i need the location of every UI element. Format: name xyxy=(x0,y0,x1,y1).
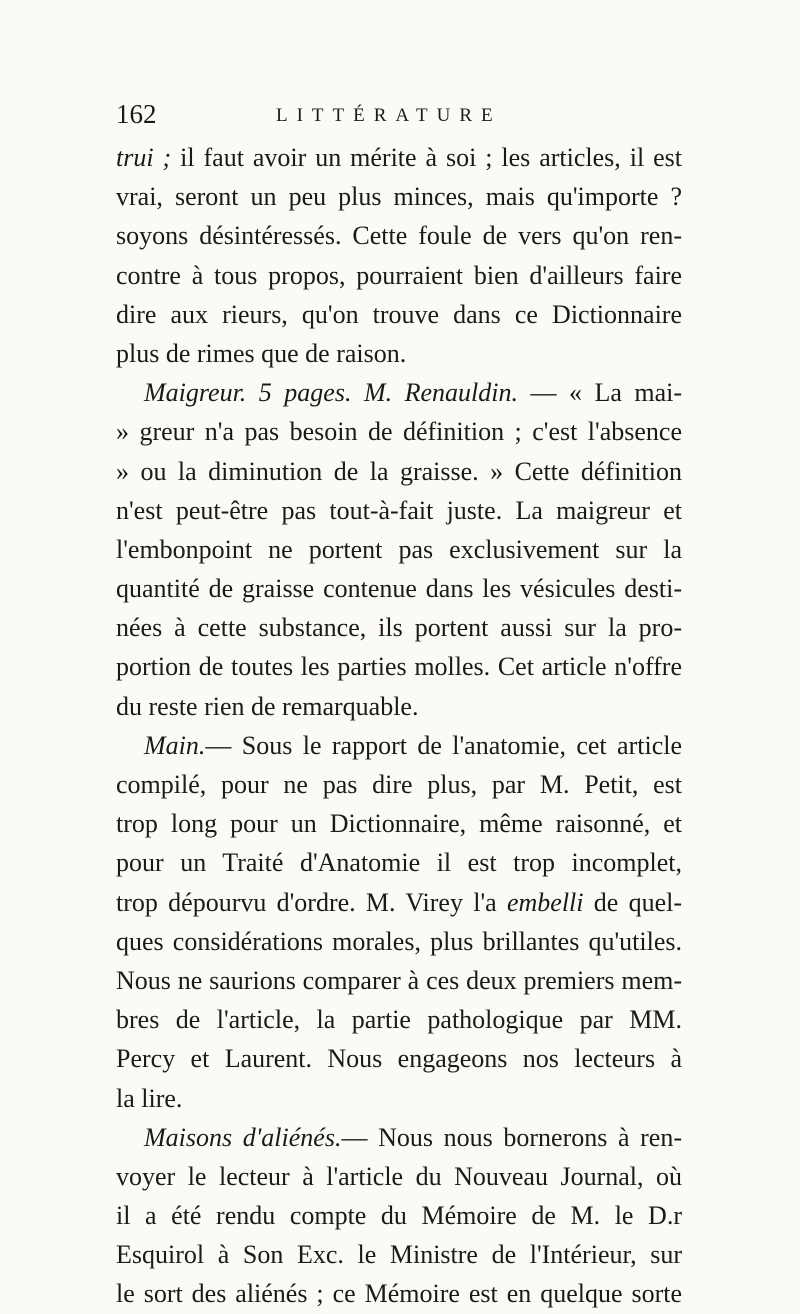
text-line xyxy=(116,883,682,922)
text-run: la lire. xyxy=(116,1083,183,1113)
text-line xyxy=(116,256,682,295)
text-run: — Sous le rapport de l'anatomie, cet article xyxy=(205,730,682,760)
text-line xyxy=(116,491,682,530)
text-run: trop long pour un Dictionnaire, même raisonné, et xyxy=(116,809,682,839)
text-line xyxy=(116,726,682,765)
italic-text: trui ; xyxy=(116,143,172,172)
text-run: n'est peut-être pas tout-à-fait juste. La maigreur et xyxy=(116,495,682,525)
text-run: — « La mai- xyxy=(517,378,682,408)
text-line xyxy=(116,295,682,334)
running-title: LITTÉRATURE xyxy=(276,105,502,126)
text-run: dire aux rieurs, qu'on trouve dans ce Dictionnaire xyxy=(116,299,682,329)
page-number: 162 xyxy=(116,99,157,129)
text-line xyxy=(116,1196,682,1235)
text-line xyxy=(116,961,682,1000)
text-line xyxy=(116,177,682,216)
italic-text: Main. xyxy=(144,730,206,760)
text-run: compilé, pour ne pas dire plus, par M. Petit, est xyxy=(116,770,682,799)
text-run: portion de toutes les parties molles. Cet article n'offre xyxy=(116,652,682,682)
text-run: vrai, seront un peu plus minces, mais qu'importe ? xyxy=(116,182,682,212)
text-line xyxy=(116,1079,682,1118)
text-line xyxy=(116,1235,682,1274)
text-run: Nous ne saurions comparer à ces deux premiers mem- xyxy=(116,965,682,995)
text-run: bres de l'article, la partie pathologique par MM. xyxy=(116,1005,682,1035)
text-line xyxy=(116,1157,682,1196)
text-run: ques considérations morales, plus brillantes qu'utiles. xyxy=(116,926,682,956)
text-line xyxy=(116,1118,682,1157)
text-line xyxy=(116,138,682,177)
text-line xyxy=(116,412,682,451)
text-run: soyons désintéressés. Cette foule de vers qu'on ren- xyxy=(116,221,682,251)
text-line xyxy=(116,373,682,412)
text-run: de quel- xyxy=(583,887,682,917)
text-run: le sort des aliénés ; ce Mémoire est en quelque sorte xyxy=(116,1279,682,1309)
text-run: pour un Traité d'Anatomie il est trop incomplet, xyxy=(116,848,682,878)
text-run: » ou la diminution de la graisse. » Cette définition xyxy=(116,456,682,486)
text-run: il faut avoir un mérite à soi ; les articles, il est xyxy=(171,143,682,172)
text-line xyxy=(116,804,682,843)
text-line xyxy=(116,1274,682,1313)
text-run: il a été rendu compte du Mémoire de M. le D.r xyxy=(116,1201,682,1231)
text-line xyxy=(116,647,682,686)
italic-text: Maigreur. 5 pages. M. Renauldin. xyxy=(144,378,518,408)
text-run: voyer le lecteur à l'article du Nouveau Journal, où xyxy=(116,1161,682,1191)
text-run: Esquirol à Son Exc. le Ministre de l'Intérieur, sur xyxy=(116,1240,682,1270)
text-run: trop dépourvu d'ordre. M. Virey l'a xyxy=(116,887,507,917)
text-run: contre à tous propos, pourraient bien d'ailleurs faire xyxy=(116,260,682,290)
text-run: l'embonpoint ne portent pas exclusivement sur la xyxy=(116,534,682,564)
text-run: » greur n'a pas besoin de définition ; c'est l'absence xyxy=(116,417,682,447)
italic-text: embelli xyxy=(506,887,584,917)
text-line xyxy=(116,334,682,373)
text-run: — Nous nous bornerons à ren- xyxy=(341,1122,683,1152)
text-run: plus de rimes que de raison. xyxy=(116,338,407,368)
text-line xyxy=(116,569,682,608)
text-line xyxy=(116,765,682,804)
text-line xyxy=(116,608,682,647)
text-line xyxy=(116,530,682,569)
text-line xyxy=(116,452,682,491)
text-line xyxy=(116,1000,682,1039)
body-text xyxy=(116,138,682,1314)
text-line xyxy=(116,216,682,255)
text-line xyxy=(116,843,682,882)
italic-text: Maisons d'aliénés. xyxy=(144,1122,342,1152)
page-header xyxy=(116,94,682,134)
text-run: quantité de graisse contenue dans les vésicules desti- xyxy=(116,574,682,604)
text-line xyxy=(116,1039,682,1078)
text-line xyxy=(116,687,682,726)
text-run: nées à cette substance, ils portent aussi sur la pro- xyxy=(116,613,682,643)
text-run: Percy et Laurent. Nous engageons nos lecteurs à xyxy=(116,1044,682,1074)
text-line xyxy=(116,922,682,961)
text-run: du reste rien de remarquable. xyxy=(116,691,419,721)
